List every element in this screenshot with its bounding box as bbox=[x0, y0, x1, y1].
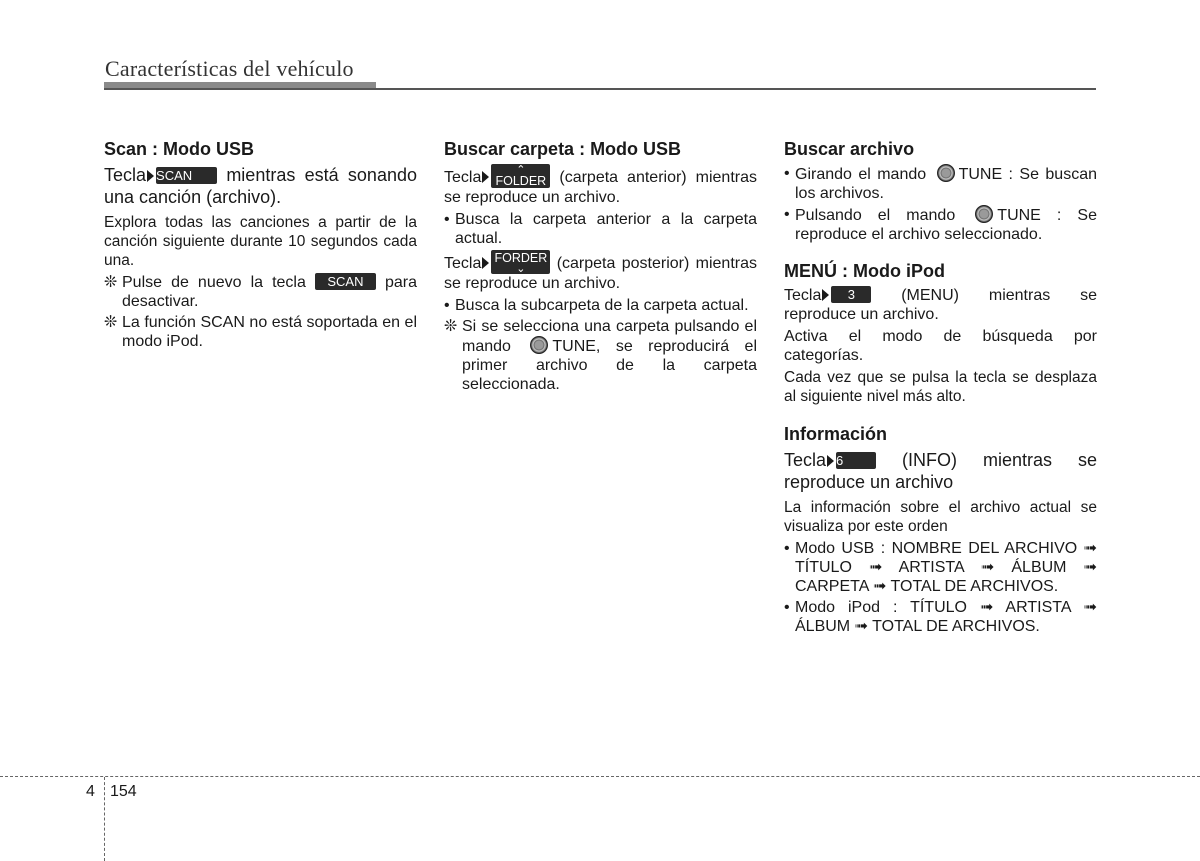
arrow-right-icon bbox=[827, 455, 834, 467]
key-prefix: Tecla bbox=[784, 287, 822, 304]
chevron-up-icon: ⌃ bbox=[516, 164, 526, 176]
info-key-text: (INFO) mientras se reproduce un archivo bbox=[784, 450, 1097, 492]
menu-key-paragraph bbox=[784, 286, 1097, 324]
note-scan-ipod bbox=[104, 313, 417, 351]
heading-search-file: Buscar archivo bbox=[784, 139, 915, 159]
key-6-icon: 6 bbox=[836, 452, 876, 469]
bullet-icon: • bbox=[784, 540, 790, 557]
page-number: 154 bbox=[110, 783, 137, 800]
footer-dashed-rule bbox=[0, 776, 1200, 777]
note-mark-icon: ❊ bbox=[104, 274, 118, 291]
bullet-icon: • bbox=[444, 297, 450, 314]
bullet-icon: • bbox=[444, 211, 450, 228]
bullet-text: Busca la subcarpeta de la carpeta actual. bbox=[455, 297, 749, 314]
chevron-down-icon: ⌄ bbox=[516, 263, 526, 275]
arrow-right-icon bbox=[482, 257, 489, 269]
tune-knob-icon bbox=[530, 336, 548, 354]
scan-key-icon: SCAN bbox=[156, 167, 217, 184]
bullet-press-knob bbox=[784, 205, 1097, 244]
bullet-folder-sub bbox=[444, 296, 757, 315]
scan-key-icon: SCAN bbox=[315, 273, 376, 290]
bullet-text: TUNE : Se buscan los archivos. bbox=[795, 166, 1097, 202]
bullet-text: Modo iPod : TÍTULO ➟ ARTISTA ➟ ÁLBUM ➟ TOTAL DE ARCHIVOS. bbox=[795, 599, 1097, 635]
menu-level-description: Cada vez que se pulsa la tecla se desplaza al siguiente nivel más alto. bbox=[784, 369, 1097, 405]
bullet-info-usb bbox=[784, 539, 1097, 596]
menu-key-text: (MENU) mientras se reproduce un archivo. bbox=[784, 287, 1097, 323]
note-text: TUNE, se reproducirá el primer archivo de la carpeta seleccionada. bbox=[462, 338, 757, 393]
arrow-right-icon bbox=[482, 171, 489, 183]
bullet-icon: • bbox=[784, 206, 790, 223]
chapter-number: 4 bbox=[86, 783, 95, 800]
bullet-folder-prev bbox=[444, 210, 757, 248]
info-description: La información sobre el archivo actual se visualiza por este orden bbox=[784, 499, 1097, 535]
scan-description: Explora todas las canciones a partir de la canción siguiente durante 10 segundos cada una. bbox=[104, 214, 417, 269]
scan-key-paragraph bbox=[104, 164, 417, 208]
column-scan bbox=[104, 138, 417, 353]
folder-up-text: (carpeta anterior) mientras se reproduce un archivo. bbox=[444, 169, 757, 206]
bullet-text: TUNE : Se reproduce el archivo seleccionado. bbox=[795, 207, 1097, 243]
page-header-title: Características del vehículo bbox=[105, 56, 354, 81]
footer-vertical-rule bbox=[104, 777, 105, 861]
bullet-text: Modo USB : NOMBRE DEL ARCHIVO ➟ TÍTULO ➟ ARTISTA ➟ ÁLBUM ➟ CARPETA ➟ TOTAL DE ARCHIVOS. bbox=[795, 540, 1097, 595]
tune-knob-icon bbox=[975, 205, 993, 223]
heading-info: Información bbox=[784, 424, 888, 444]
folder-up-label: FOLDER bbox=[495, 174, 547, 188]
heading-scan-usb: Scan : Modo USB bbox=[104, 139, 255, 159]
bullet-icon: • bbox=[784, 165, 790, 182]
key-3-icon: 3 bbox=[831, 286, 871, 303]
column-file-ipod-info bbox=[784, 138, 1097, 638]
menu-description: Activa el modo de búsqueda por categorías. bbox=[784, 328, 1097, 364]
note-mark-icon: ❊ bbox=[104, 314, 118, 331]
note-scan-deactivate bbox=[104, 273, 417, 311]
folder-down-text: (carpeta posterior) mientras se reproduce un archivo. bbox=[444, 255, 757, 292]
key-prefix: Tecla bbox=[784, 450, 827, 470]
heading-menu-ipod: MENÚ : Modo iPod bbox=[784, 261, 945, 281]
note-mark-icon: ❊ bbox=[444, 318, 458, 335]
note-text: La función SCAN no está soportada en el modo iPod. bbox=[122, 314, 417, 350]
note-folder-tune bbox=[444, 317, 757, 394]
key-prefix: Tecla bbox=[444, 255, 482, 272]
heading-folder-usb: Buscar carpeta : Modo USB bbox=[444, 139, 682, 159]
key-prefix: Tecla bbox=[104, 165, 147, 185]
folder-up-key-icon bbox=[491, 164, 550, 188]
info-key-paragraph bbox=[784, 449, 1097, 493]
note-text: para desactivar. bbox=[122, 274, 418, 310]
bullet-turn-knob bbox=[784, 164, 1097, 203]
header-rule-thin bbox=[104, 88, 1096, 90]
note-text: Pulse de nuevo la tecla bbox=[122, 274, 315, 291]
scan-key-text: mientras está sonando una canción (archivo). bbox=[104, 165, 417, 207]
folder-up-paragraph bbox=[444, 164, 757, 207]
note-text: Si se selecciona una carpeta pulsando el mando bbox=[462, 318, 757, 355]
bullet-text: Pulsando el mando bbox=[795, 207, 972, 224]
folder-down-key-icon bbox=[491, 250, 550, 274]
bullet-text: Girando el mando bbox=[795, 166, 933, 183]
key-prefix: Tecla bbox=[444, 169, 482, 186]
tune-knob-icon bbox=[937, 164, 955, 182]
column-folder bbox=[444, 138, 757, 396]
folder-down-paragraph bbox=[444, 250, 757, 293]
arrow-right-icon bbox=[822, 289, 829, 301]
folder-down-label: FORDER bbox=[494, 251, 548, 265]
bullet-text: Busca la carpeta anterior a la carpeta actual. bbox=[455, 211, 757, 247]
bullet-icon: • bbox=[784, 599, 790, 616]
arrow-right-icon bbox=[147, 170, 154, 182]
bullet-info-ipod bbox=[784, 598, 1097, 636]
